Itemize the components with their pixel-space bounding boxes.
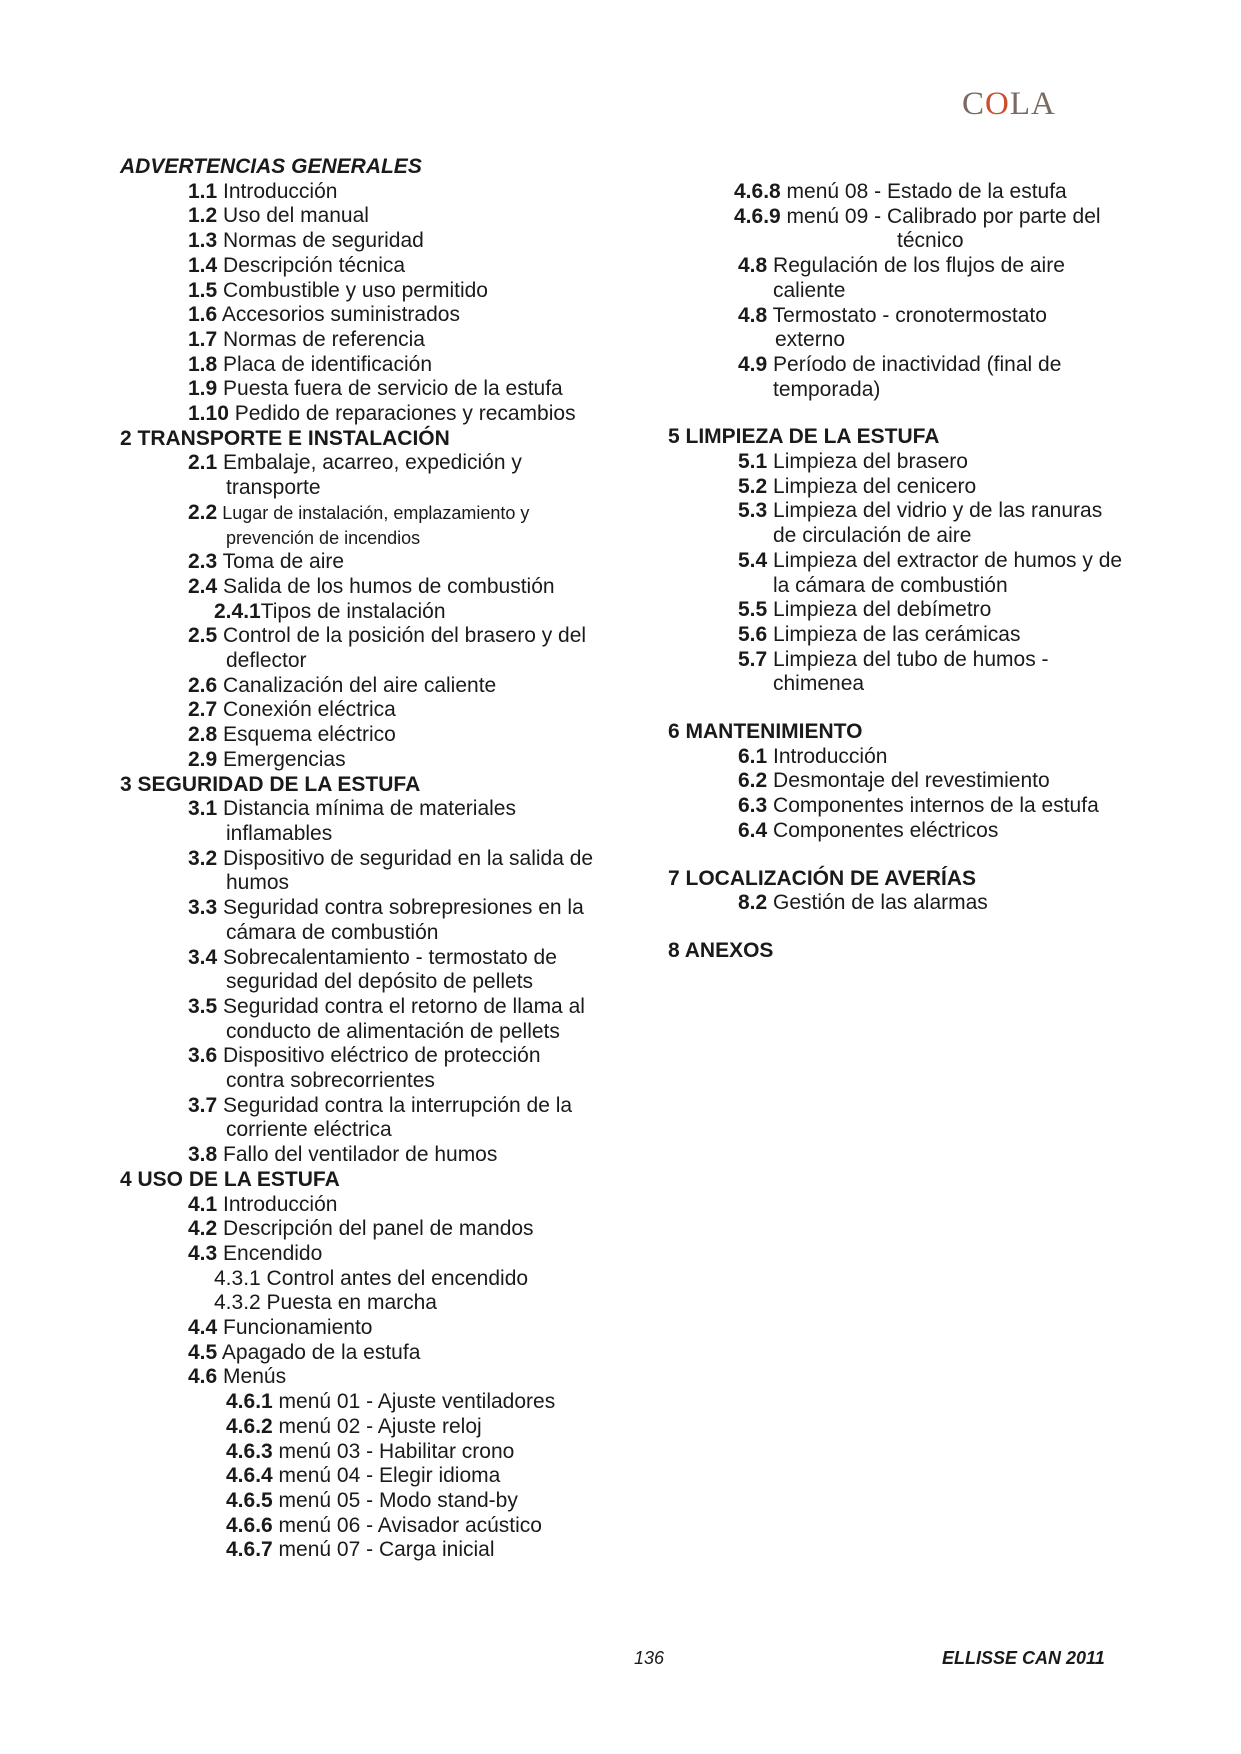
toc-entry-4-9-cont: temporada): [773, 377, 881, 401]
toc-entry-2-4: 2.4 Salida de los humos de combustión: [188, 574, 555, 598]
toc-entry-1-3: 1.3 Normas de seguridad: [188, 229, 424, 253]
toc-entry-2-2-cont: prevención de incendios: [226, 527, 421, 548]
toc-entry-4-8-regulacion-cont: caliente: [773, 278, 846, 302]
toc-entry-6-1: 6.1 Introducción: [738, 744, 888, 768]
toc-entry-4-3-2: 4.3.2 Puesta en marcha: [214, 1291, 437, 1315]
toc-entry-4-6-2: 4.6.2 menú 02 - Ajuste reloj: [226, 1414, 482, 1438]
toc-entry-5-1: 5.1 Limpieza del brasero: [738, 450, 968, 474]
toc-entry-4-6-1: 4.6.1 menú 01 - Ajuste ventiladores: [226, 1390, 556, 1414]
toc-entry-2-3: 2.3 Toma de aire: [188, 550, 345, 574]
toc-entry-4-6-3: 4.6.3 menú 03 - Habilitar crono: [226, 1439, 515, 1463]
toc-entry-2-2: 2.2 Lugar de instalación, emplazamiento y: [188, 500, 530, 524]
toc-entry-5-4-cont: la cámara de combustión: [773, 573, 1008, 597]
toc-entry-3-1: 3.1 Distancia mínima de materiales: [188, 797, 516, 821]
toc-entry-4-6-8: 4.6.8 menú 08 - Estado de la estufa: [734, 180, 1067, 203]
toc-entry-2-5: 2.5 Control de la posición del brasero y del: [188, 624, 587, 648]
toc-entry-3-4: 3.4 Sobrecalentamiento - termostato de: [188, 945, 557, 969]
toc-entry-4-5: 4.5 Apagado de la estufa: [188, 1340, 421, 1364]
toc-entry-4-3-1: 4.3.1 Control antes del encendido: [214, 1266, 529, 1290]
section-heading-6: 6 MANTENIMIENTO: [668, 720, 863, 744]
toc-entry-3-5-cont: conducto de alimentación de pellets: [226, 1019, 560, 1043]
toc-entry-4-3: 4.3 Encendido: [188, 1241, 323, 1265]
toc-entry-6-4: 6.4 Componentes eléctricos: [738, 818, 999, 842]
toc-entry-4-6-6: 4.6.6 menú 06 - Avisador acústico: [226, 1513, 542, 1537]
toc-entry-5-7: 5.7 Limpieza del tubo de humos -: [738, 647, 1049, 671]
toc-entry-3-6-cont: contra sobrecorrientes: [226, 1069, 435, 1093]
toc-entry-4-6-4: 4.6.4 menú 04 - Elegir idioma: [226, 1464, 501, 1488]
toc-entry-3-2: 3.2 Dispositivo de seguridad en la salida de: [188, 846, 594, 870]
toc-entry-3-1-cont: inflamables: [226, 821, 333, 845]
toc-entry-3-6: 3.6 Dispositivo eléctrico de protección: [188, 1044, 541, 1068]
toc-entry-1-10: 1.10 Pedido de reparaciones y recambios: [188, 402, 576, 426]
section-heading-5: 5 LIMPIEZA DE LA ESTUFA: [668, 425, 940, 449]
toc-entry-1-5: 1.5 Combustible y uso permitido: [188, 278, 488, 302]
toc-entry-4-2: 4.2 Descripción del panel de mandos: [188, 1217, 534, 1241]
toc-entry-4-8-regulacion: 4.8 Regulación de los flujos de aire: [738, 254, 1065, 278]
page-number: 136: [634, 1648, 665, 1668]
toc-entry-8-2: 8.2 Gestión de las alarmas: [738, 891, 988, 915]
toc-entry-4-6-9: 4.6.9 menú 09 - Calibrado por parte del: [734, 204, 1101, 228]
document-name: ELLISSE CAN 2011: [942, 1648, 1105, 1668]
toc-entry-5-7-cont: chimenea: [773, 672, 865, 696]
toc-entry-1-7: 1.7 Normas de referencia: [188, 327, 425, 351]
section-heading-4: 4 USO DE LA ESTUFA: [120, 1167, 340, 1191]
toc-entry-4-8-termostato: 4.8 Termostato - cronotermostato: [738, 303, 1047, 327]
toc-entry-3-7: 3.7 Seguridad contra la interrupción de la: [188, 1093, 573, 1117]
toc-entry-4-8-termostato-cont: externo: [775, 328, 846, 352]
toc-entry-2-5-cont: deflector: [226, 649, 307, 673]
toc-entry-3-3-cont: cámara de combustión: [226, 920, 439, 944]
toc-entry-2-1: 2.1 Embalaje, acarreo, expedición y: [188, 451, 522, 475]
toc-entry-2-1-cont: transporte: [226, 476, 321, 500]
toc-entry-2-4-1: 2.4.1Tipos de instalación: [214, 599, 446, 623]
toc-entry-1-1: 1.1 Introducción: [188, 179, 338, 203]
toc-entry-6-2: 6.2 Desmontaje del revestimiento: [738, 769, 1050, 793]
toc-entry-4-9: 4.9 Período de inactividad (final de: [738, 352, 1062, 376]
toc-entry-4-6-9-cont: técnico: [897, 229, 964, 253]
toc-entry-2-7: 2.7 Conexión eléctrica: [188, 698, 396, 722]
toc-entry-5-4: 5.4 Limpieza del extractor de humos y de: [738, 548, 1123, 572]
section-heading-2: 2 TRANSPORTE E INSTALACIÓN: [120, 426, 450, 450]
toc-entry-5-3: 5.3 Limpieza del vidrio y de las ranuras: [738, 499, 1103, 523]
toc-entry-4-6-5: 4.6.5 menú 05 - Modo stand-by: [226, 1488, 518, 1512]
toc-entry-4-6: 4.6 Menús: [188, 1365, 287, 1389]
section-heading-7: 7 LOCALIZACIÓN DE AVERÍAS: [668, 866, 977, 890]
toc-entry-1-2: 1.2 Uso del manual: [188, 204, 369, 228]
toc-entry-1-8: 1.8 Placa de identificación: [188, 352, 433, 376]
toc-entry-2-8: 2.8 Esquema eléctrico: [188, 723, 396, 747]
toc-entry-5-5: 5.5 Limpieza del debímetro: [738, 598, 992, 622]
toc-entry-5-6: 5.6 Limpieza de las cerámicas: [738, 622, 1021, 646]
toc-entry-2-9: 2.9 Emergencias: [188, 747, 346, 771]
toc-entry-3-2-cont: humos: [226, 871, 290, 895]
toc-entry-1-4: 1.4 Descripción técnica: [188, 253, 406, 277]
toc-entry-3-4-cont: seguridad del depósito de pellets: [226, 970, 534, 994]
toc-left-column: [120, 155, 640, 1563]
toc-entry-3-7-cont: corriente eléctrica: [226, 1118, 392, 1142]
toc-entry-3-5: 3.5 Seguridad contra el retorno de llama al: [188, 994, 585, 1018]
toc-entry-4-6-7: 4.6.7 menú 07 - Carga inicial: [226, 1538, 495, 1562]
toc-entry-5-3-cont: de circulación de aire: [773, 524, 972, 548]
section-heading-8: 8 ANEXOS: [668, 938, 774, 962]
toc-entry-4-4: 4.4 Funcionamiento: [188, 1316, 373, 1340]
toc-entry-2-6: 2.6 Canalización del aire caliente: [188, 673, 497, 697]
toc-entry-1-9: 1.9 Puesta fuera de servicio de la estufa: [188, 377, 563, 401]
toc-entry-3-3: 3.3 Seguridad contra sobrepresiones en la: [188, 896, 584, 920]
toc-entry-6-3: 6.3 Componentes internos de la estufa: [738, 794, 1099, 818]
toc-entry-5-2: 5.2 Limpieza del cenicero: [738, 474, 977, 498]
toc-entry-1-6: 1.6 Accesorios suministrados: [188, 303, 460, 327]
toc-entry-3-8: 3.8 Fallo del ventilador de humos: [188, 1143, 498, 1167]
brand-logo: COLA: [962, 86, 1056, 122]
toc-right-column: [668, 180, 1168, 964]
section-heading-advertencias: ADVERTENCIAS GENERALES: [120, 155, 422, 178]
toc-entry-4-1: 4.1 Introducción: [188, 1192, 338, 1216]
section-heading-3: 3 SEGURIDAD DE LA ESTUFA: [120, 772, 421, 796]
